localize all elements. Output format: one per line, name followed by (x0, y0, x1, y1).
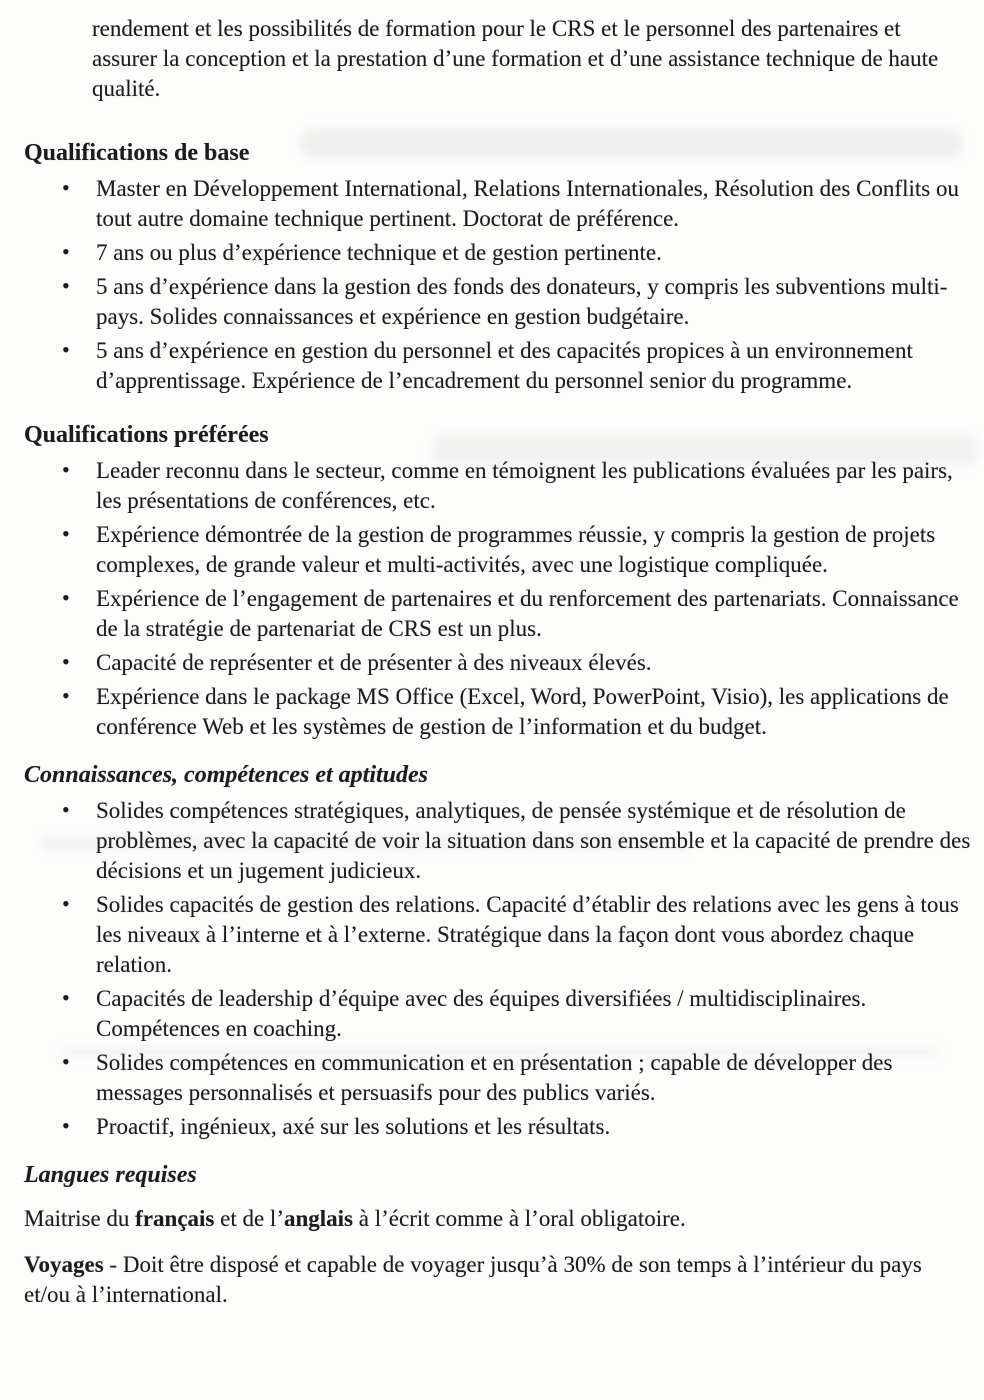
languages-paragraph (24, 1204, 948, 1234)
bullet-icon: • (62, 239, 70, 264)
list-item (0, 796, 975, 886)
list-item-text: 5 ans d’expérience dans la gestion des fonds des donateurs, y compris les subventions multi-pays. Solides connaissances et expérience en gestion budgétaire. (96, 274, 948, 329)
section-heading: Langues requises (24, 1162, 197, 1188)
list-item-text: Leader reconnu dans le secteur, comme en témoignent les publications évaluées par les pairs, les présentations de conférences, etc. (96, 458, 953, 513)
bullet-icon: • (62, 273, 70, 298)
bullet-icon: • (62, 337, 70, 362)
list-item (0, 1048, 975, 1108)
list-item (0, 890, 975, 980)
bullet-icon: • (62, 1049, 70, 1074)
list-item (0, 584, 975, 644)
text-run: Maitrise du (24, 1206, 136, 1231)
bullet-icon: • (62, 457, 70, 482)
list-item-text: Expérience démontrée de la gestion de programmes réussie, y compris la gestion de projets complexes, de grande valeur et multi-activités, avec une logistique compliquée. (96, 522, 936, 577)
list-item-text: 5 ans d’expérience en gestion du personnel et des capacités propices à un environnement d’apprentissage. Expérience de l’encadrement du personnel senior du programme. (96, 338, 913, 393)
section-qualifications-de-base (0, 138, 984, 396)
list-item (0, 1112, 975, 1142)
travel-label: Voyages (24, 1252, 104, 1277)
list-item-text: Capacité de représenter et de présenter à des niveaux élevés. (96, 650, 652, 675)
bullet-icon: • (62, 891, 70, 916)
intro-paragraph: rendement et les possibilités de formation pour le CRS et le personnel des partenaires et assurer la conception et la prestation d’une formation et d’une assistance technique de haute qualité. (92, 16, 939, 101)
bullet-icon: • (62, 175, 70, 200)
bullet-list (0, 796, 984, 1142)
section-connaissances-competences (0, 760, 984, 1142)
bullet-icon: • (62, 649, 70, 674)
list-item-text: Solides capacités de gestion des relations. Capacité d’établir des relations avec les gens à tous les niveaux à l’interne et à l’externe. Stratégique dans la façon dont vous abordez chaque relation. (96, 892, 959, 977)
bullet-icon: • (62, 1113, 70, 1138)
travel-paragraph (24, 1250, 948, 1310)
bullet-icon: • (62, 985, 70, 1010)
text-run: à l’écrit comme à l’oral obligatoire. (353, 1206, 686, 1231)
list-item (0, 520, 975, 580)
section-langues-requises (0, 1160, 984, 1234)
list-item-text: Master en Développement International, Relations Internationales, Résolution des Conflits ou tout autre domaine technique pertinent. Doctorat de préférence. (96, 176, 959, 231)
section-voyages (0, 1250, 984, 1310)
section-heading: Qualifications de base (24, 140, 250, 166)
text-run-bold: français (135, 1206, 215, 1231)
list-item-text: Solides compétences en communication et en présentation ; capable de développer des messages personnalisés et persuasifs pour des publics variés. (96, 1050, 893, 1105)
list-item (0, 272, 975, 332)
text-run-bold: anglais (283, 1206, 354, 1231)
list-item (0, 984, 975, 1044)
section-heading: Qualifications préférées (24, 422, 269, 448)
bullet-list (0, 456, 984, 742)
section-qualifications-preferees (0, 420, 984, 742)
list-item (0, 336, 975, 396)
list-item-text: 7 ans ou plus d’expérience technique et de gestion pertinente. (96, 240, 662, 265)
list-item (0, 174, 975, 234)
text-run: et de l’ (214, 1206, 284, 1231)
list-item (0, 238, 975, 268)
bullet-icon: • (62, 585, 70, 610)
bullet-icon: • (62, 683, 70, 708)
section-heading: Connaissances, compétences et aptitudes (24, 762, 428, 788)
list-item-text: Proactif, ingénieux, axé sur les solutions et les résultats. (96, 1114, 611, 1139)
bullet-icon: • (62, 521, 70, 546)
list-item-text: Capacités de leadership d’équipe avec des équipes diversifiées / multidisciplinaires. Compétences en coaching. (96, 986, 867, 1041)
bullet-list (0, 174, 984, 396)
list-item-text: Expérience dans le package MS Office (Excel, Word, PowerPoint, Visio), les applications de conférence Web et les systèmes de gestion de l’information et du budget. (96, 684, 949, 739)
bullet-icon: • (62, 797, 70, 822)
list-item (0, 456, 975, 516)
list-item (0, 682, 975, 742)
list-item (0, 648, 975, 678)
list-item-text: Expérience de l’engagement de partenaires et du renforcement des partenariats. Connaissance de la stratégie de partenariat de CRS est un plus. (96, 586, 959, 641)
text-run: - Doit être disposé et capable de voyager jusqu’à 30% de son temps à l’intérieur du pays et/ou à l’international. (24, 1252, 922, 1307)
list-item-text: Solides compétences stratégiques, analytiques, de pensée systémique et de résolution de problèmes, avec la capacité de voir la situation dans son ensemble et la capacité de prendre des décisions et un jugement judicieux. (96, 798, 971, 883)
